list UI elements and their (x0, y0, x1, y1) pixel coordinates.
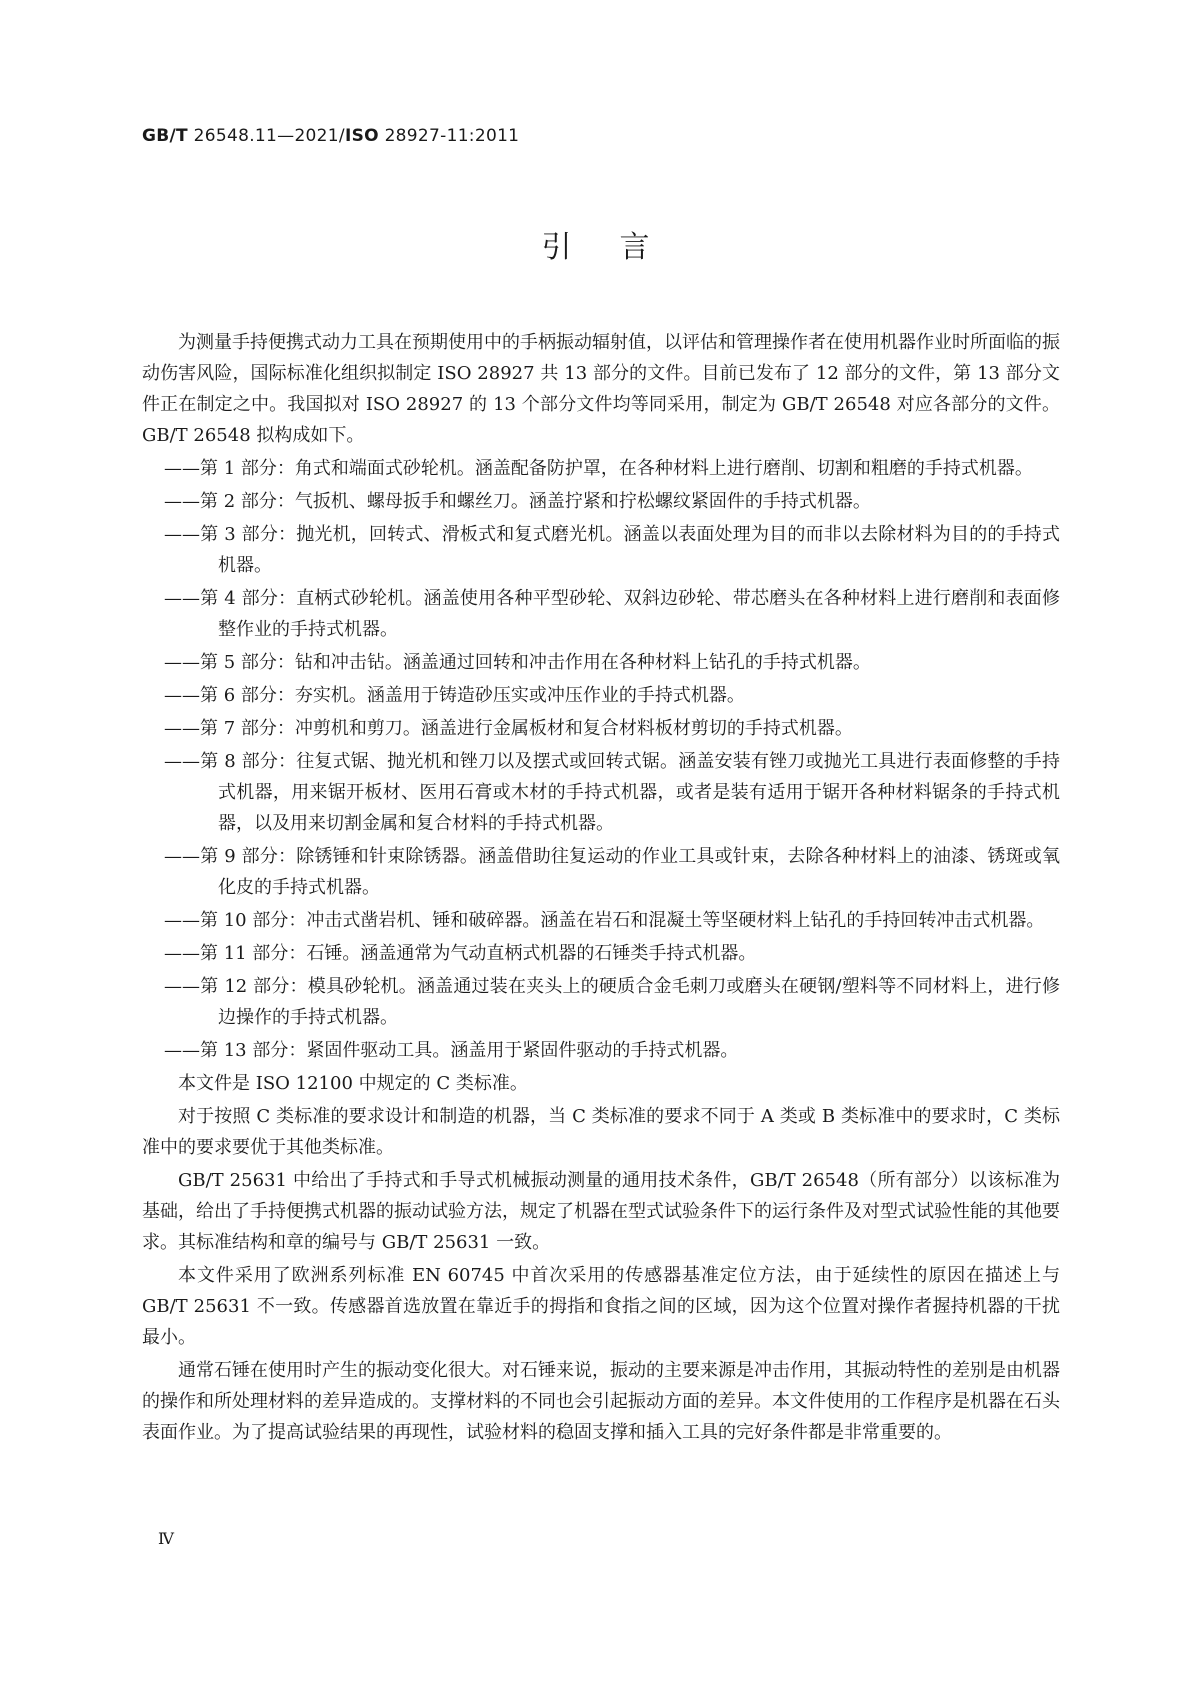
list-item-text: 第 7 部分：冲剪机和剪刀。涵盖进行金属板材和复合材料板材剪切的手持式机器。 (200, 718, 853, 739)
list-item (142, 938, 1060, 969)
list-item (142, 453, 1060, 484)
page-number: Ⅳ (158, 1529, 174, 1548)
list-item (142, 841, 1060, 903)
list-item (142, 746, 1060, 839)
list-item (142, 713, 1060, 744)
list-item-text: 第 5 部分：钻和冲击钻。涵盖通过回转和冲击作用在各种材料上钻孔的手持式机器。 (200, 652, 871, 673)
body-paragraph: 本文件是 ISO 12100 中规定的 C 类标准。 (178, 1073, 528, 1094)
list-dash: —— (164, 491, 200, 512)
body-paragraph: GB/T 25631 中给出了手持式和手导式机械振动测量的通用技术条件，GB/T 26548（所有部分）以该标准为基础，给出了手持便携式机器的振动试验方法，规定了机器在型式试验条件下的运行条件及对型式试验性能的其他要求。其标准结构和章的编号与 GB/T 25631 一致。 (142, 1170, 1060, 1253)
std-number: 26548.11—2021/ (187, 126, 345, 146)
list-item (142, 905, 1060, 936)
list-dash: —— (164, 588, 200, 609)
list-item (142, 583, 1060, 645)
list-item-text: 第 1 部分：角式和端面式砂轮机。涵盖配备防护罩，在各种材料上进行磨削、切割和粗磨的手持式机器。 (200, 458, 1033, 479)
list-dash: —— (164, 1040, 200, 1061)
list-dash: —— (164, 846, 200, 867)
list-item-text: 第 10 部分：冲击式凿岩机、锤和破碎器。涵盖在岩石和混凝土等坚硬材料上钻孔的手持回转冲击式机器。 (200, 910, 1045, 931)
list-item (142, 486, 1060, 517)
section-title: 引言 (541, 230, 698, 265)
list-dash: —— (164, 524, 200, 545)
list-dash: —— (164, 910, 200, 931)
list-item-text: 第 4 部分：直柄式砂轮机。涵盖使用各种平型砂轮、双斜边砂轮、带芯磨头在各种材料上进行磨削和表面修整作业的手持式机器。 (200, 588, 1060, 640)
iso-prefix: ISO (344, 126, 379, 146)
list-dash: —— (164, 976, 200, 997)
list-item (142, 519, 1060, 581)
list-item-text: 第 6 部分：夯实机。涵盖用于铸造砂压实或冲压作业的手持式机器。 (200, 685, 745, 706)
standard-number-header (142, 126, 519, 146)
list-item-text: 第 8 部分：往复式锯、抛光机和锉刀以及摆式或回转式锯。涵盖安装有锉刀或抛光工具进行表面修整的手持式机器，用来锯开板材、医用石膏或木材的手持式机器，或者是装有适用于锯开各种材料锯条的手持式机器，以及用来切割金属和复合材料的手持式机器。 (200, 751, 1060, 834)
body-paragraph: 对于按照 C 类标准的要求设计和制造的机器，当 C 类标准的要求不同于 A 类或 B 类标准中的要求时，C 类标准中的要求要优于其他类标准。 (142, 1106, 1060, 1158)
list-item-text: 第 3 部分：抛光机，回转式、滑板式和复式磨光机。涵盖以表面处理为目的而非以去除材料为目的的手持式机器。 (200, 524, 1060, 576)
document-body (142, 327, 1060, 1450)
list-item-text: 第 2 部分：气扳机、螺母扳手和螺丝刀。涵盖拧紧和拧松螺纹紧固件的手持式机器。 (200, 491, 871, 512)
std-prefix: GB/T (142, 126, 188, 146)
list-item (142, 680, 1060, 711)
body-paragraph: 通常石锤在使用时产生的振动变化很大。对石锤来说，振动的主要来源是冲击作用，其振动特性的差别是由机器的操作和所处理材料的差异造成的。支撑材料的不同也会引起振动方面的差异。本文件使用的工作程序是机器在石头表面作业。为了提高试验结果的再现性，试验材料的稳固支撑和插入工具的完好条件都是非常重要的。 (142, 1360, 1060, 1443)
body-paragraph: 本文件采用了欧洲系列标准 EN 60745 中首次采用的传感器基准定位方法，由于延续性的原因在描述上与 GB/T 25631 不一致。传感器首选放置在靠近手的拇指和食指之间的区域，因为这个位置对操作者握持机器的干扰最小。 (142, 1265, 1060, 1348)
list-dash: —— (164, 943, 200, 964)
list-item-text: 第 9 部分：除锈锤和针束除锈器。涵盖借助往复运动的作业工具或针束，去除各种材料上的油漆、锈斑或氧化皮的手持式机器。 (200, 846, 1060, 898)
list-item-text: 第 13 部分：紧固件驱动工具。涵盖用于紧固件驱动的手持式机器。 (200, 1040, 739, 1061)
list-item (142, 971, 1060, 1033)
list-item (142, 1035, 1060, 1066)
iso-number: 28927-11:2011 (378, 126, 520, 146)
list-item-text: 第 12 部分：模具砂轮机。涵盖通过装在夹头上的硬质合金毛刺刀或磨头在硬钢/塑料等不同材料上，进行修边操作的手持式机器。 (200, 976, 1060, 1028)
parts-list (142, 453, 1060, 1066)
list-dash: —— (164, 685, 200, 706)
intro-paragraph: 为测量手持便携式动力工具在预期使用中的手柄振动辐射值，以评估和管理操作者在使用机器作业时所面临的振动伤害风险，国际标准化组织拟制定 ISO 28927 共 13 部分的文件。目前已发布了 12 部分的文件，第 13 部分文件正在制定之中。我国拟对 ISO 28927 的 13 个部分文件均等同采用，制定为 GB/T 26548 对应各部分的文件。GB/T 26548 拟构成如下。 (142, 332, 1060, 446)
list-item-text: 第 11 部分：石锤。涵盖通常为气动直柄式机器的石锤类手持式机器。 (200, 943, 757, 964)
list-dash: —— (164, 718, 200, 739)
list-item (142, 647, 1060, 678)
list-dash: —— (164, 751, 200, 772)
list-dash: —— (164, 458, 200, 479)
list-dash: —— (164, 652, 200, 673)
